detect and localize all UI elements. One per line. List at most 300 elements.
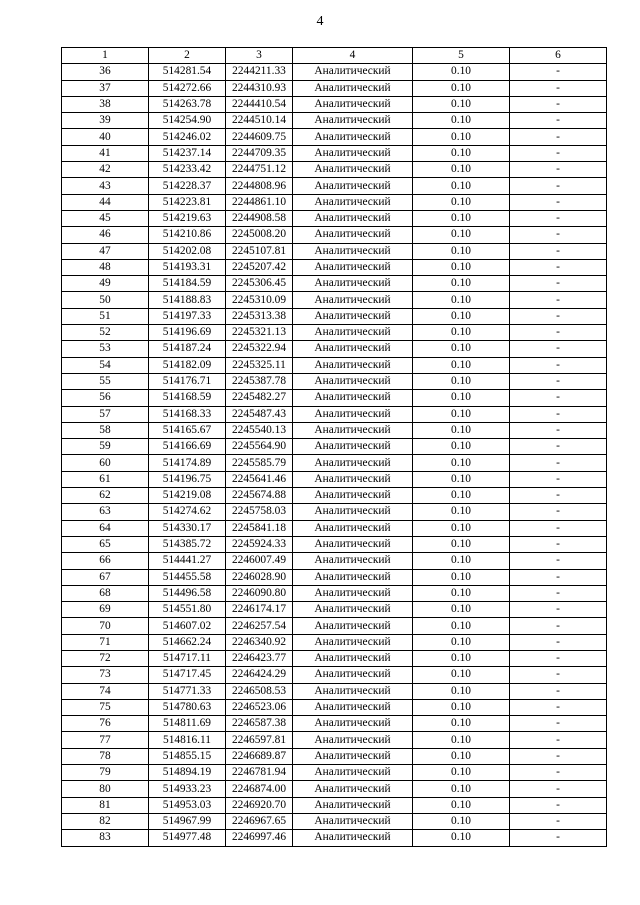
accuracy-cell: 0.10 <box>413 813 510 829</box>
x-coordinate-cell: 514662.24 <box>149 634 226 650</box>
y-coordinate-cell: 2245564.90 <box>226 439 293 455</box>
table-row <box>62 162 607 178</box>
point-number-cell: 70 <box>62 618 149 634</box>
y-coordinate-cell: 2244310.93 <box>226 80 293 96</box>
note-cell: - <box>510 80 607 96</box>
y-coordinate-cell: 2246257.54 <box>226 618 293 634</box>
table-row <box>62 553 607 569</box>
table-row <box>62 96 607 112</box>
y-coordinate-cell: 2246424.29 <box>226 667 293 683</box>
y-coordinate-cell: 2245306.45 <box>226 276 293 292</box>
x-coordinate-cell: 514168.33 <box>149 406 226 422</box>
x-coordinate-cell: 514330.17 <box>149 520 226 536</box>
method-cell: Аналитический <box>293 129 413 145</box>
point-number-cell: 74 <box>62 683 149 699</box>
note-cell: - <box>510 178 607 194</box>
table-row <box>62 145 607 161</box>
note-cell: - <box>510 471 607 487</box>
y-coordinate-cell: 2244808.96 <box>226 178 293 194</box>
accuracy-cell: 0.10 <box>413 292 510 308</box>
accuracy-cell: 0.10 <box>413 536 510 552</box>
method-cell: Аналитический <box>293 162 413 178</box>
accuracy-cell: 0.10 <box>413 797 510 813</box>
note-cell: - <box>510 488 607 504</box>
y-coordinate-cell: 2245387.78 <box>226 373 293 389</box>
point-number-cell: 48 <box>62 259 149 275</box>
method-cell: Аналитический <box>293 422 413 438</box>
table-row <box>62 194 607 210</box>
note-cell: - <box>510 210 607 226</box>
note-cell: - <box>510 732 607 748</box>
note-cell: - <box>510 439 607 455</box>
table-row <box>62 325 607 341</box>
y-coordinate-cell: 2244709.35 <box>226 145 293 161</box>
x-coordinate-cell: 514607.02 <box>149 618 226 634</box>
accuracy-cell: 0.10 <box>413 667 510 683</box>
x-coordinate-cell: 514187.24 <box>149 341 226 357</box>
table-row <box>62 585 607 601</box>
accuracy-cell: 0.10 <box>413 748 510 764</box>
table-row <box>62 667 607 683</box>
method-cell: Аналитический <box>293 292 413 308</box>
note-cell: - <box>510 602 607 618</box>
point-number-cell: 82 <box>62 813 149 829</box>
method-cell: Аналитический <box>293 813 413 829</box>
method-cell: Аналитический <box>293 765 413 781</box>
accuracy-cell: 0.10 <box>413 276 510 292</box>
x-coordinate-cell: 514551.80 <box>149 602 226 618</box>
accuracy-cell: 0.10 <box>413 422 510 438</box>
table-row <box>62 781 607 797</box>
note-cell: - <box>510 683 607 699</box>
x-coordinate-cell: 514246.02 <box>149 129 226 145</box>
accuracy-cell: 0.10 <box>413 390 510 406</box>
method-cell: Аналитический <box>293 634 413 650</box>
x-coordinate-cell: 514184.59 <box>149 276 226 292</box>
method-cell: Аналитический <box>293 569 413 585</box>
method-cell: Аналитический <box>293 488 413 504</box>
y-coordinate-cell: 2245008.20 <box>226 227 293 243</box>
x-coordinate-cell: 514717.11 <box>149 650 226 666</box>
accuracy-cell: 0.10 <box>413 553 510 569</box>
column-header: 5 <box>413 48 510 64</box>
point-number-cell: 52 <box>62 325 149 341</box>
y-coordinate-cell: 2246874.00 <box>226 781 293 797</box>
table-row <box>62 536 607 552</box>
y-coordinate-cell: 2246967.65 <box>226 813 293 829</box>
point-number-cell: 60 <box>62 455 149 471</box>
note-cell: - <box>510 650 607 666</box>
x-coordinate-cell: 514977.48 <box>149 830 226 846</box>
table-row <box>62 520 607 536</box>
method-cell: Аналитический <box>293 341 413 357</box>
method-cell: Аналитический <box>293 781 413 797</box>
point-number-cell: 39 <box>62 113 149 129</box>
y-coordinate-cell: 2245924.33 <box>226 536 293 552</box>
y-coordinate-cell: 2246340.92 <box>226 634 293 650</box>
y-coordinate-cell: 2244861.10 <box>226 194 293 210</box>
y-coordinate-cell: 2245758.03 <box>226 504 293 520</box>
table-row <box>62 488 607 504</box>
y-coordinate-cell: 2245585.79 <box>226 455 293 471</box>
method-cell: Аналитический <box>293 439 413 455</box>
point-number-cell: 55 <box>62 373 149 389</box>
accuracy-cell: 0.10 <box>413 341 510 357</box>
accuracy-cell: 0.10 <box>413 129 510 145</box>
note-cell: - <box>510 243 607 259</box>
x-coordinate-cell: 514237.14 <box>149 145 226 161</box>
table-row <box>62 276 607 292</box>
y-coordinate-cell: 2246423.77 <box>226 650 293 666</box>
y-coordinate-cell: 2245674.88 <box>226 488 293 504</box>
note-cell: - <box>510 585 607 601</box>
method-cell: Аналитический <box>293 797 413 813</box>
y-coordinate-cell: 2245107.81 <box>226 243 293 259</box>
note-cell: - <box>510 194 607 210</box>
note-cell: - <box>510 276 607 292</box>
note-cell: - <box>510 536 607 552</box>
method-cell: Аналитический <box>293 64 413 80</box>
note-cell: - <box>510 830 607 846</box>
column-header: 1 <box>62 48 149 64</box>
accuracy-cell: 0.10 <box>413 210 510 226</box>
point-number-cell: 42 <box>62 162 149 178</box>
note-cell: - <box>510 634 607 650</box>
point-number-cell: 36 <box>62 64 149 80</box>
y-coordinate-cell: 2245540.13 <box>226 422 293 438</box>
note-cell: - <box>510 129 607 145</box>
table-row <box>62 341 607 357</box>
accuracy-cell: 0.10 <box>413 357 510 373</box>
column-header: 3 <box>226 48 293 64</box>
accuracy-cell: 0.10 <box>413 618 510 634</box>
accuracy-cell: 0.10 <box>413 781 510 797</box>
note-cell: - <box>510 699 607 715</box>
note-cell: - <box>510 325 607 341</box>
table-row <box>62 227 607 243</box>
point-number-cell: 77 <box>62 732 149 748</box>
point-number-cell: 57 <box>62 406 149 422</box>
x-coordinate-cell: 514933.23 <box>149 781 226 797</box>
table-row <box>62 650 607 666</box>
table-row <box>62 634 607 650</box>
method-cell: Аналитический <box>293 390 413 406</box>
note-cell: - <box>510 113 607 129</box>
accuracy-cell: 0.10 <box>413 96 510 112</box>
note-cell: - <box>510 308 607 324</box>
note-cell: - <box>510 357 607 373</box>
column-header: 2 <box>149 48 226 64</box>
method-cell: Аналитический <box>293 683 413 699</box>
method-cell: Аналитический <box>293 748 413 764</box>
x-coordinate-cell: 514176.71 <box>149 373 226 389</box>
x-coordinate-cell: 514780.63 <box>149 699 226 715</box>
y-coordinate-cell: 2244510.14 <box>226 113 293 129</box>
point-number-cell: 50 <box>62 292 149 308</box>
point-number-cell: 53 <box>62 341 149 357</box>
coordinates-table <box>61 47 607 847</box>
method-cell: Аналитический <box>293 520 413 536</box>
y-coordinate-cell: 2246007.49 <box>226 553 293 569</box>
table-row <box>62 716 607 732</box>
table-row <box>62 569 607 585</box>
point-number-cell: 37 <box>62 80 149 96</box>
note-cell: - <box>510 64 607 80</box>
page-number: 4 <box>316 14 324 29</box>
x-coordinate-cell: 514210.86 <box>149 227 226 243</box>
accuracy-cell: 0.10 <box>413 683 510 699</box>
y-coordinate-cell: 2246523.06 <box>226 699 293 715</box>
method-cell: Аналитический <box>293 667 413 683</box>
x-coordinate-cell: 514274.62 <box>149 504 226 520</box>
point-number-cell: 64 <box>62 520 149 536</box>
x-coordinate-cell: 514165.67 <box>149 422 226 438</box>
y-coordinate-cell: 2245207.42 <box>226 259 293 275</box>
x-coordinate-cell: 514188.83 <box>149 292 226 308</box>
y-coordinate-cell: 2245310.09 <box>226 292 293 308</box>
x-coordinate-cell: 514281.54 <box>149 64 226 80</box>
y-coordinate-cell: 2245321.13 <box>226 325 293 341</box>
y-coordinate-cell: 2246597.81 <box>226 732 293 748</box>
point-number-cell: 40 <box>62 129 149 145</box>
point-number-cell: 46 <box>62 227 149 243</box>
x-coordinate-cell: 514967.99 <box>149 813 226 829</box>
accuracy-cell: 0.10 <box>413 471 510 487</box>
x-coordinate-cell: 514953.03 <box>149 797 226 813</box>
point-number-cell: 80 <box>62 781 149 797</box>
note-cell: - <box>510 373 607 389</box>
table-row <box>62 830 607 846</box>
method-cell: Аналитический <box>293 373 413 389</box>
table-row <box>62 178 607 194</box>
accuracy-cell: 0.10 <box>413 325 510 341</box>
point-number-cell: 75 <box>62 699 149 715</box>
accuracy-cell: 0.10 <box>413 765 510 781</box>
x-coordinate-cell: 514816.11 <box>149 732 226 748</box>
accuracy-cell: 0.10 <box>413 602 510 618</box>
note-cell: - <box>510 455 607 471</box>
point-number-cell: 41 <box>62 145 149 161</box>
method-cell: Аналитический <box>293 178 413 194</box>
note-cell: - <box>510 520 607 536</box>
y-coordinate-cell: 2245641.46 <box>226 471 293 487</box>
accuracy-cell: 0.10 <box>413 439 510 455</box>
note-cell: - <box>510 748 607 764</box>
note-cell: - <box>510 259 607 275</box>
note-cell: - <box>510 292 607 308</box>
method-cell: Аналитический <box>293 732 413 748</box>
accuracy-cell: 0.10 <box>413 113 510 129</box>
x-coordinate-cell: 514196.69 <box>149 325 226 341</box>
point-number-cell: 79 <box>62 765 149 781</box>
table-row <box>62 308 607 324</box>
note-cell: - <box>510 145 607 161</box>
method-cell: Аналитический <box>293 113 413 129</box>
note-cell: - <box>510 553 607 569</box>
y-coordinate-cell: 2246090.80 <box>226 585 293 601</box>
x-coordinate-cell: 514385.72 <box>149 536 226 552</box>
point-number-cell: 63 <box>62 504 149 520</box>
table-body <box>62 48 607 847</box>
method-cell: Аналитический <box>293 145 413 161</box>
table-row <box>62 113 607 129</box>
method-cell: Аналитический <box>293 602 413 618</box>
y-coordinate-cell: 2244410.54 <box>226 96 293 112</box>
x-coordinate-cell: 514219.63 <box>149 210 226 226</box>
method-cell: Аналитический <box>293 585 413 601</box>
point-number-cell: 51 <box>62 308 149 324</box>
y-coordinate-cell: 2246174.17 <box>226 602 293 618</box>
accuracy-cell: 0.10 <box>413 227 510 243</box>
accuracy-cell: 0.10 <box>413 145 510 161</box>
accuracy-cell: 0.10 <box>413 585 510 601</box>
y-coordinate-cell: 2245325.11 <box>226 357 293 373</box>
note-cell: - <box>510 667 607 683</box>
method-cell: Аналитический <box>293 259 413 275</box>
point-number-cell: 38 <box>62 96 149 112</box>
method-cell: Аналитический <box>293 210 413 226</box>
point-number-cell: 62 <box>62 488 149 504</box>
x-coordinate-cell: 514202.08 <box>149 243 226 259</box>
y-coordinate-cell: 2246028.90 <box>226 569 293 585</box>
method-cell: Аналитический <box>293 325 413 341</box>
note-cell: - <box>510 716 607 732</box>
method-cell: Аналитический <box>293 618 413 634</box>
table-row <box>62 455 607 471</box>
point-number-cell: 66 <box>62 553 149 569</box>
accuracy-cell: 0.10 <box>413 455 510 471</box>
accuracy-cell: 0.10 <box>413 373 510 389</box>
table-row <box>62 748 607 764</box>
note-cell: - <box>510 797 607 813</box>
note-cell: - <box>510 569 607 585</box>
x-coordinate-cell: 514894.19 <box>149 765 226 781</box>
point-number-cell: 81 <box>62 797 149 813</box>
note-cell: - <box>510 765 607 781</box>
column-header: 4 <box>293 48 413 64</box>
accuracy-cell: 0.10 <box>413 699 510 715</box>
table-row <box>62 618 607 634</box>
table-row <box>62 699 607 715</box>
accuracy-cell: 0.10 <box>413 716 510 732</box>
x-coordinate-cell: 514771.33 <box>149 683 226 699</box>
accuracy-cell: 0.10 <box>413 259 510 275</box>
point-number-cell: 78 <box>62 748 149 764</box>
note-cell: - <box>510 504 607 520</box>
y-coordinate-cell: 2245322.94 <box>226 341 293 357</box>
accuracy-cell: 0.10 <box>413 162 510 178</box>
note-cell: - <box>510 390 607 406</box>
x-coordinate-cell: 514717.45 <box>149 667 226 683</box>
note-cell: - <box>510 618 607 634</box>
table-row <box>62 797 607 813</box>
accuracy-cell: 0.10 <box>413 243 510 259</box>
method-cell: Аналитический <box>293 276 413 292</box>
table-row <box>62 373 607 389</box>
y-coordinate-cell: 2245482.27 <box>226 390 293 406</box>
x-coordinate-cell: 514197.33 <box>149 308 226 324</box>
method-cell: Аналитический <box>293 308 413 324</box>
point-number-cell: 73 <box>62 667 149 683</box>
point-number-cell: 67 <box>62 569 149 585</box>
point-number-cell: 45 <box>62 210 149 226</box>
table-row <box>62 683 607 699</box>
method-cell: Аналитический <box>293 504 413 520</box>
note-cell: - <box>510 341 607 357</box>
note-cell: - <box>510 162 607 178</box>
accuracy-cell: 0.10 <box>413 308 510 324</box>
x-coordinate-cell: 514193.31 <box>149 259 226 275</box>
point-number-cell: 71 <box>62 634 149 650</box>
point-number-cell: 44 <box>62 194 149 210</box>
method-cell: Аналитический <box>293 471 413 487</box>
accuracy-cell: 0.10 <box>413 520 510 536</box>
method-cell: Аналитический <box>293 716 413 732</box>
point-number-cell: 68 <box>62 585 149 601</box>
point-number-cell: 58 <box>62 422 149 438</box>
method-cell: Аналитический <box>293 227 413 243</box>
x-coordinate-cell: 514168.59 <box>149 390 226 406</box>
note-cell: - <box>510 406 607 422</box>
accuracy-cell: 0.10 <box>413 488 510 504</box>
y-coordinate-cell: 2246781.94 <box>226 765 293 781</box>
x-coordinate-cell: 514263.78 <box>149 96 226 112</box>
table-row <box>62 765 607 781</box>
table-row <box>62 210 607 226</box>
x-coordinate-cell: 514223.81 <box>149 194 226 210</box>
point-number-cell: 56 <box>62 390 149 406</box>
accuracy-cell: 0.10 <box>413 732 510 748</box>
table-row <box>62 243 607 259</box>
x-coordinate-cell: 514455.58 <box>149 569 226 585</box>
point-number-cell: 83 <box>62 830 149 846</box>
table-row <box>62 390 607 406</box>
table-row <box>62 813 607 829</box>
point-number-cell: 47 <box>62 243 149 259</box>
note-cell: - <box>510 781 607 797</box>
y-coordinate-cell: 2244609.75 <box>226 129 293 145</box>
table-row <box>62 471 607 487</box>
method-cell: Аналитический <box>293 80 413 96</box>
point-number-cell: 49 <box>62 276 149 292</box>
table-row <box>62 80 607 96</box>
note-cell: - <box>510 422 607 438</box>
column-header: 6 <box>510 48 607 64</box>
table-row <box>62 602 607 618</box>
x-coordinate-cell: 514855.15 <box>149 748 226 764</box>
table-row <box>62 406 607 422</box>
table-row <box>62 357 607 373</box>
method-cell: Аналитический <box>293 406 413 422</box>
accuracy-cell: 0.10 <box>413 634 510 650</box>
accuracy-cell: 0.10 <box>413 504 510 520</box>
table-row <box>62 504 607 520</box>
point-number-cell: 61 <box>62 471 149 487</box>
point-number-cell: 59 <box>62 439 149 455</box>
y-coordinate-cell: 2245841.18 <box>226 520 293 536</box>
method-cell: Аналитический <box>293 699 413 715</box>
point-number-cell: 54 <box>62 357 149 373</box>
method-cell: Аналитический <box>293 357 413 373</box>
note-cell: - <box>510 227 607 243</box>
table-row <box>62 129 607 145</box>
y-coordinate-cell: 2246920.70 <box>226 797 293 813</box>
point-number-cell: 69 <box>62 602 149 618</box>
accuracy-cell: 0.10 <box>413 194 510 210</box>
x-coordinate-cell: 514196.75 <box>149 471 226 487</box>
accuracy-cell: 0.10 <box>413 64 510 80</box>
method-cell: Аналитический <box>293 553 413 569</box>
